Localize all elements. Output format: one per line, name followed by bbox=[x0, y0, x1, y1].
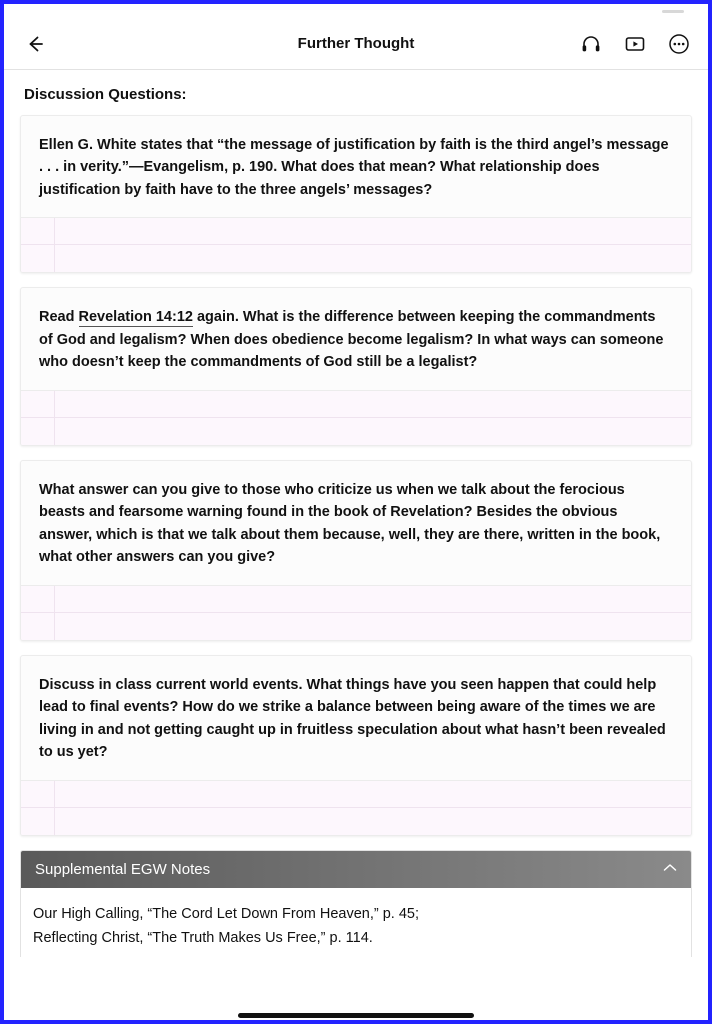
answer-row-gutter bbox=[21, 418, 55, 445]
answer-row-gutter bbox=[21, 245, 55, 272]
app-header bbox=[4, 18, 708, 70]
answer-row[interactable] bbox=[21, 781, 691, 808]
app-window bbox=[4, 4, 708, 1020]
answer-input[interactable] bbox=[55, 218, 691, 244]
question-text-run: What answer can you give to those who criticize us when we talk about the ferocious beasts and fearsome warning found in the book of Revelation? Besides the obvious answer, which is that we talk about them because, well, they are there, written in the book, what other answers can you give? bbox=[39, 481, 661, 566]
back-arrow-icon[interactable] bbox=[20, 29, 50, 59]
lesson-content bbox=[4, 70, 708, 957]
answer-input[interactable] bbox=[55, 781, 691, 807]
question-text-run: Discuss in class current world events. What things have you seen happen that could help lead to final events? How do we strike a balance between being aware of the times we are living in and not getting caught up in fruitless speculation about what hasn’t been revealed to us yet? bbox=[39, 676, 666, 761]
question-text bbox=[21, 288, 691, 389]
supplemental-notes-body bbox=[21, 888, 691, 957]
answer-area bbox=[21, 585, 691, 640]
supplemental-notes-header[interactable] bbox=[21, 851, 691, 888]
supplemental-notes-panel bbox=[20, 850, 692, 957]
supplemental-note-line: Reflecting Christ, “The Truth Makes Us Free,” p. 114. bbox=[33, 930, 373, 947]
more-options-icon[interactable] bbox=[666, 31, 692, 57]
supplemental-note-line: Our High Calling, “The Cord Let Down From Heaven,” p. 45; bbox=[33, 905, 420, 922]
scripture-link[interactable]: Revelation 14:12 bbox=[78, 309, 193, 326]
answer-row-gutter bbox=[21, 808, 55, 835]
question-text bbox=[21, 656, 691, 780]
answer-input[interactable] bbox=[55, 245, 691, 272]
question-list bbox=[20, 115, 692, 836]
answer-area bbox=[21, 217, 691, 272]
home-indicator bbox=[238, 1013, 474, 1018]
headphones-icon[interactable] bbox=[578, 31, 604, 57]
page-title: Further Thought bbox=[297, 35, 415, 52]
question-text bbox=[21, 461, 691, 585]
answer-input[interactable] bbox=[55, 391, 691, 417]
answer-row-gutter bbox=[21, 613, 55, 640]
video-icon[interactable] bbox=[622, 31, 648, 57]
answer-row[interactable] bbox=[21, 418, 691, 445]
answer-area bbox=[21, 390, 691, 445]
discussion-questions-title: Discussion Questions: bbox=[24, 86, 187, 103]
answer-input[interactable] bbox=[55, 418, 691, 445]
answer-input[interactable] bbox=[55, 808, 691, 835]
question-card bbox=[20, 655, 692, 836]
status-bar bbox=[4, 4, 708, 18]
answer-area bbox=[21, 780, 691, 835]
question-text-run: Ellen G. White states that “the message of justification by faith is the third angel’s message . . . in verity.”—Evangelism, p. 190. What does that mean? What relationship does justification by faith have to the three angels’ messages? bbox=[39, 137, 669, 198]
answer-row-gutter bbox=[21, 218, 55, 244]
answer-row-gutter bbox=[21, 586, 55, 612]
notch-indicator bbox=[662, 10, 684, 13]
answer-row[interactable] bbox=[21, 808, 691, 835]
answer-row-gutter bbox=[21, 781, 55, 807]
answer-row[interactable] bbox=[21, 218, 691, 245]
question-card bbox=[20, 287, 692, 445]
question-card bbox=[20, 115, 692, 273]
answer-row[interactable] bbox=[21, 613, 691, 640]
header-actions bbox=[578, 31, 692, 57]
chevron-up-icon[interactable] bbox=[663, 862, 677, 876]
question-text-run: again. What is the difference between keeping the commandments of God and legalism? When does obedience become legalism? In what ways can someone who doesn’t keep the commandments of God still be a legalist? bbox=[39, 309, 664, 371]
question-text-run: Read bbox=[39, 309, 79, 326]
supplemental-notes-title: Supplemental EGW Notes bbox=[35, 860, 211, 878]
answer-row-gutter bbox=[21, 391, 55, 417]
answer-input[interactable] bbox=[55, 613, 691, 640]
answer-row[interactable] bbox=[21, 245, 691, 272]
answer-row[interactable] bbox=[21, 391, 691, 418]
question-text bbox=[21, 116, 691, 217]
question-card bbox=[20, 460, 692, 641]
answer-input[interactable] bbox=[55, 586, 691, 612]
answer-row[interactable] bbox=[21, 586, 691, 613]
